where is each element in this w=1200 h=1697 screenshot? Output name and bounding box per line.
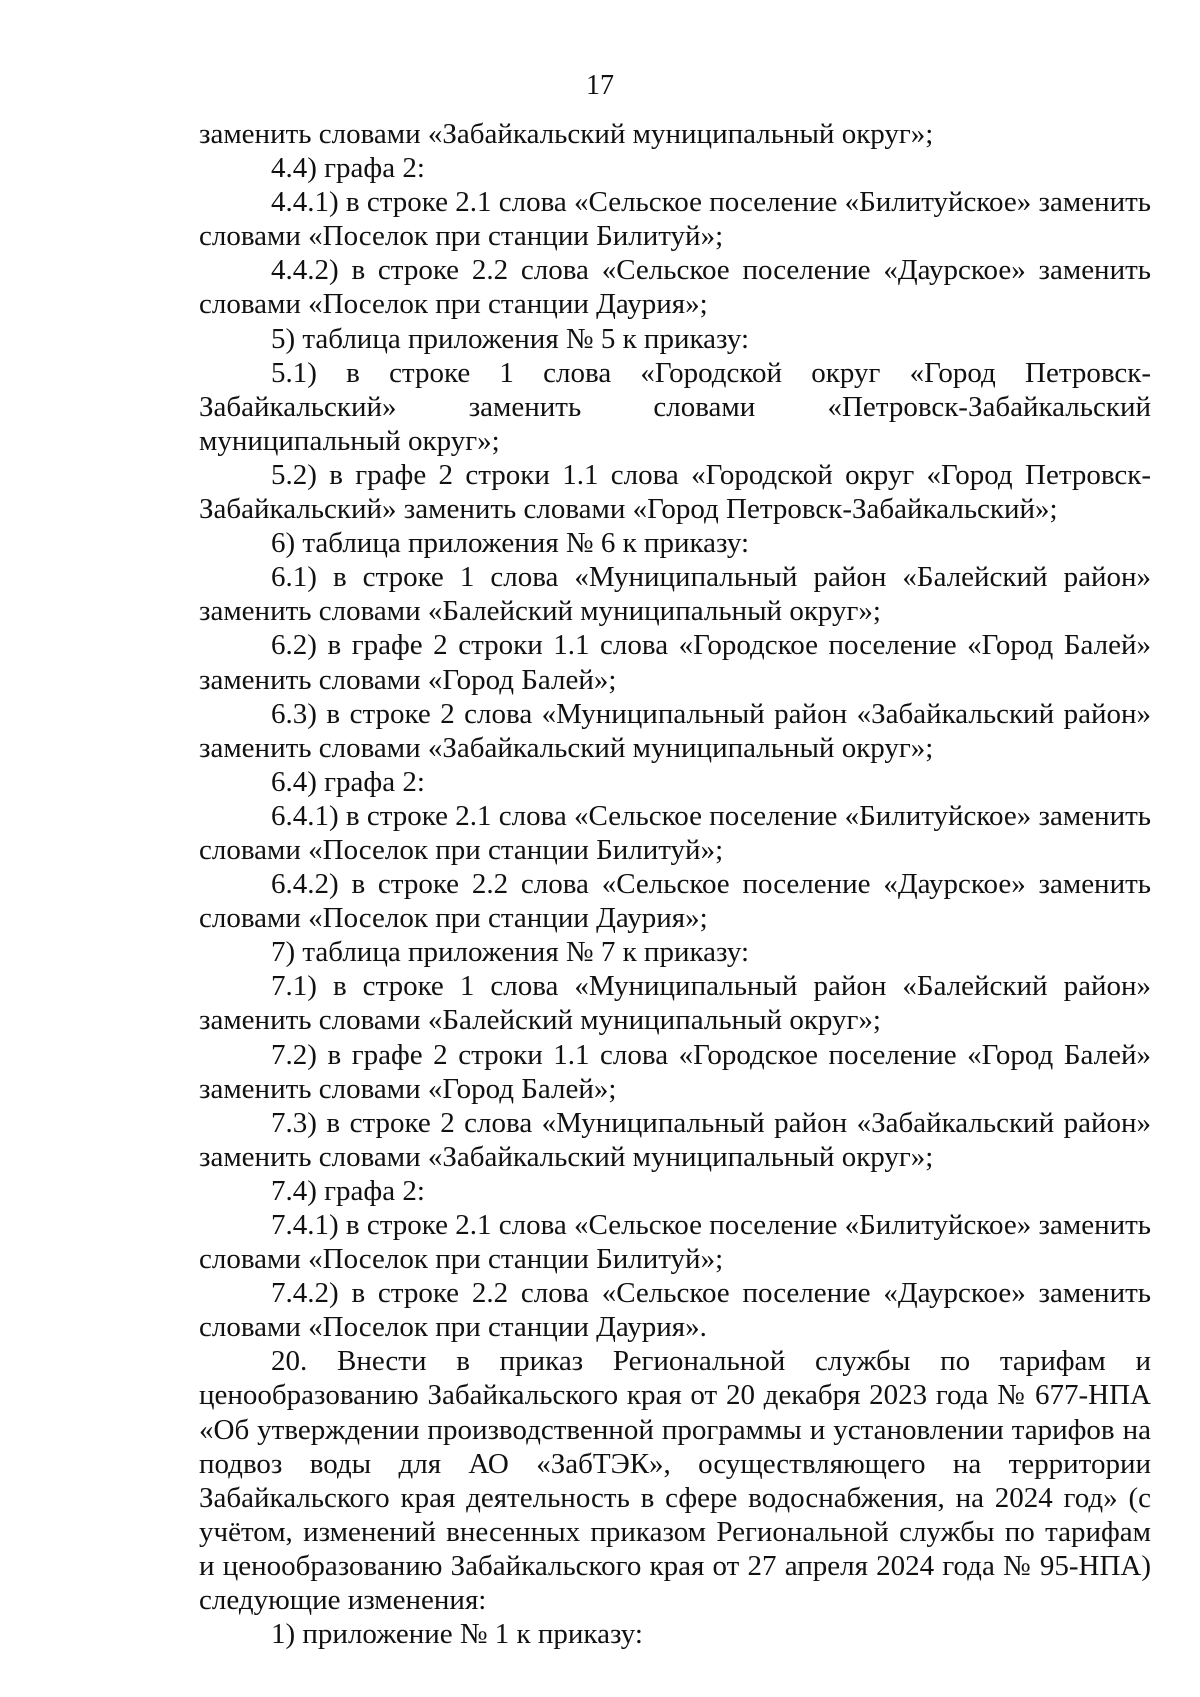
paragraph: 4.4.1) в строке 2.1 слова «Сельское поселение «Билитуйское» заменить словами «Поселок при станции Билитуй»; xyxy=(199,186,1152,253)
paragraph: 6) таблица приложения № 6 к приказу: xyxy=(271,527,750,560)
paragraph: 7.1) в строке 1 слова «Муниципальный район «Балейский район» заменить словами «Балейский муниципальный округ»; xyxy=(199,970,1151,1037)
paragraph: 6.4) графа 2: xyxy=(271,765,425,798)
paragraph: 7.4.1) в строке 2.1 слова «Сельское поселение «Билитуйское» заменить словами «Поселок при станции Билитуй»; xyxy=(199,1209,1152,1276)
paragraph: 6.3) в строке 2 слова «Муниципальный район «Забайкальский район» заменить словами «Забайкальский муниципальный округ»; xyxy=(199,697,1151,764)
paragraph: 1) приложение № 1 к приказу: xyxy=(271,1618,643,1651)
paragraph: 4.4) графа 2: xyxy=(271,152,425,185)
paragraph: заменить словами «Забайкальский муниципальный округ»; xyxy=(199,118,934,150)
paragraph: 5.1) в строке 1 слова «Городской округ «Город Петровск-Забайкальский» заменить словами «Петровск-Забайкальский муниципальный округ»; xyxy=(199,356,1151,457)
paragraph: 7.2) в графе 2 строки 1.1 слова «Городское поселение «Город Балей» заменить словами «Город Балей»; xyxy=(199,1038,1151,1105)
paragraph: 6.1) в строке 1 слова «Муниципальный район «Балейский район» заменить словами «Балейский муниципальный округ»; xyxy=(199,561,1151,628)
paragraph: 20. Внести в приказ Региональной службы по тарифам и ценообразованию Забайкальского края от 20 декабря 2023 года № 677-НПА «Об утверждении производственной программы и установлении тарифов на подвоз воды для АО «ЗабТЭК», осуществляющего на территории Забайкальского края деятельность в сфере водоснабжения, на 2024 год» (с учётом, изменений внесенных приказом Региональной службы по тарифам и ценообразованию Забайкальского края от 27 апреля 2024 года № 95-НПА) следующие изменения: xyxy=(199,1345,1151,1617)
paragraph: 7.4) графа 2: xyxy=(271,1174,425,1207)
paragraph: 7) таблица приложения № 7 к приказу: xyxy=(271,936,750,969)
paragraph: 6.4.1) в строке 2.1 слова «Сельское поселение «Билитуйское» заменить словами «Поселок при станции Билитуй»; xyxy=(199,799,1152,866)
paragraph: 6.2) в графе 2 строки 1.1 слова «Городское поселение «Город Балей» заменить словами «Город Балей»; xyxy=(199,629,1151,696)
page-number: 17 xyxy=(586,70,614,101)
paragraph: 5) таблица приложения № 5 к приказу: xyxy=(271,322,750,355)
paragraph: 7.4.2) в строке 2.2 слова «Сельское поселение «Даурское» заменить словами «Поселок при станции Даурия». xyxy=(199,1277,1151,1344)
paragraph: 4.4.2) в строке 2.2 слова «Сельское поселение «Даурское» заменить словами «Поселок при станции Даурия»; xyxy=(199,254,1151,321)
paragraph: 5.2) в графе 2 строки 1.1 слова «Городской округ «Город Петровск-Забайкальский» заменить словами «Город Петровск-Забайкальский»; xyxy=(199,458,1151,526)
paragraph: 7.3) в строке 2 слова «Муниципальный район «Забайкальский район» заменить словами «Забайкальский муниципальный округ»; xyxy=(199,1106,1151,1173)
document-body xyxy=(199,117,1151,1651)
paragraph: 6.4.2) в строке 2.2 слова «Сельское поселение «Даурское» заменить словами «Поселок при станции Даурия»; xyxy=(199,868,1151,935)
